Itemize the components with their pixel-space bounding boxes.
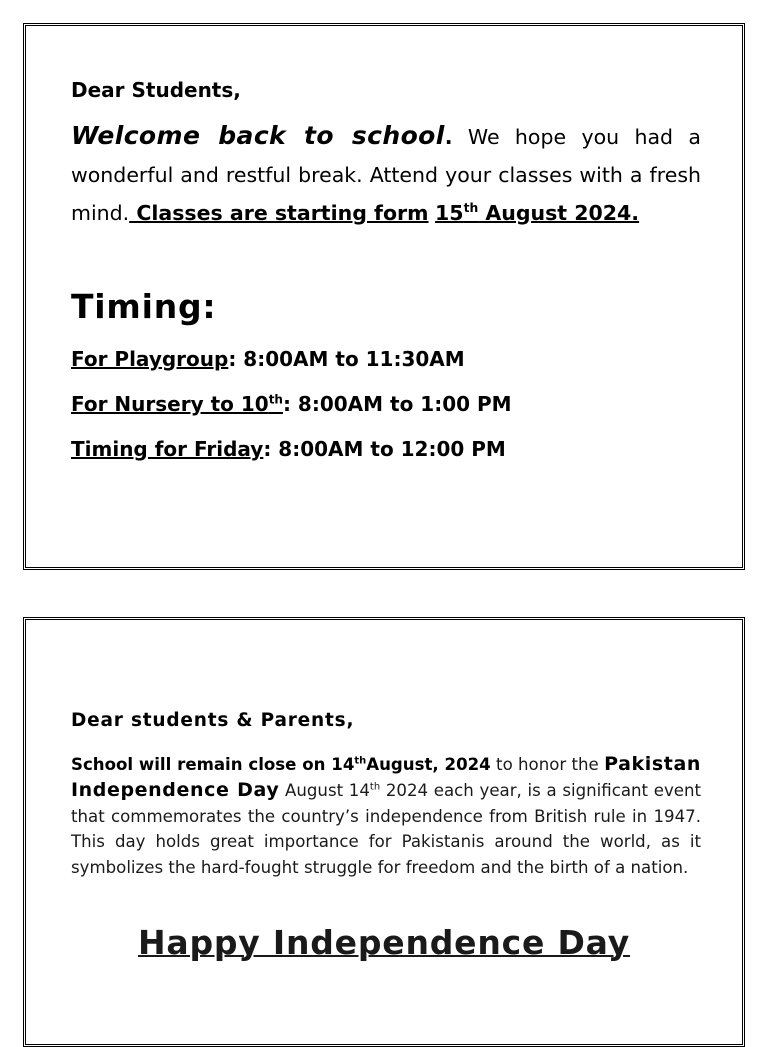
- holiday-paragraph: [71, 752, 701, 881]
- timing-label: For Nursery to 10th: [71, 392, 283, 416]
- timing-value: : 8:00AM to 12:00 PM: [263, 437, 506, 461]
- timing-heading: Timing:: [71, 287, 217, 326]
- classes-start-text: Classes are starting form: [129, 201, 429, 225]
- timing-value: : 8:00AM to 1:00 PM: [282, 392, 512, 416]
- event-name: Pakistan Independence Day: [71, 753, 702, 801]
- timing-value: : 8:00AM to 11:30AM: [228, 347, 465, 371]
- independence-day-notice: [23, 617, 745, 1047]
- closure-text: School will remain close on 14thAugust, 2024: [71, 755, 491, 774]
- holiday-body: 2024 each year, is a significant event that commemorates the country’s independence from British rule in 1947. This day holds great importance for Pakistanis around the world, as it symbolizes the hard-fought struggle for freedom and the birth of a nation.: [71, 780, 702, 878]
- welcome-paragraph: [71, 117, 701, 232]
- timing-nursery: [71, 392, 512, 416]
- salutation: Dear Students,: [71, 78, 241, 102]
- closing-heading: Happy Independence Day: [137, 923, 631, 962]
- event-date: August 14th: [279, 780, 381, 800]
- welcome-heading: Welcome back to school: [71, 121, 445, 150]
- timing-label: For Playgroup: [71, 347, 229, 371]
- start-date: 15th August 2024.: [435, 201, 640, 225]
- honor-text: to honor the: [490, 755, 605, 774]
- welcome-notice: [23, 23, 745, 570]
- timing-label: Timing for Friday: [71, 437, 264, 461]
- salutation: Dear students & Parents,: [71, 710, 355, 731]
- timing-playgroup: [71, 347, 465, 371]
- welcome-body: We hope you had a wonderful and restful break. Attend your classes with a fresh mind.: [71, 125, 701, 225]
- welcome-period: .: [444, 125, 453, 149]
- timing-friday: [71, 437, 506, 461]
